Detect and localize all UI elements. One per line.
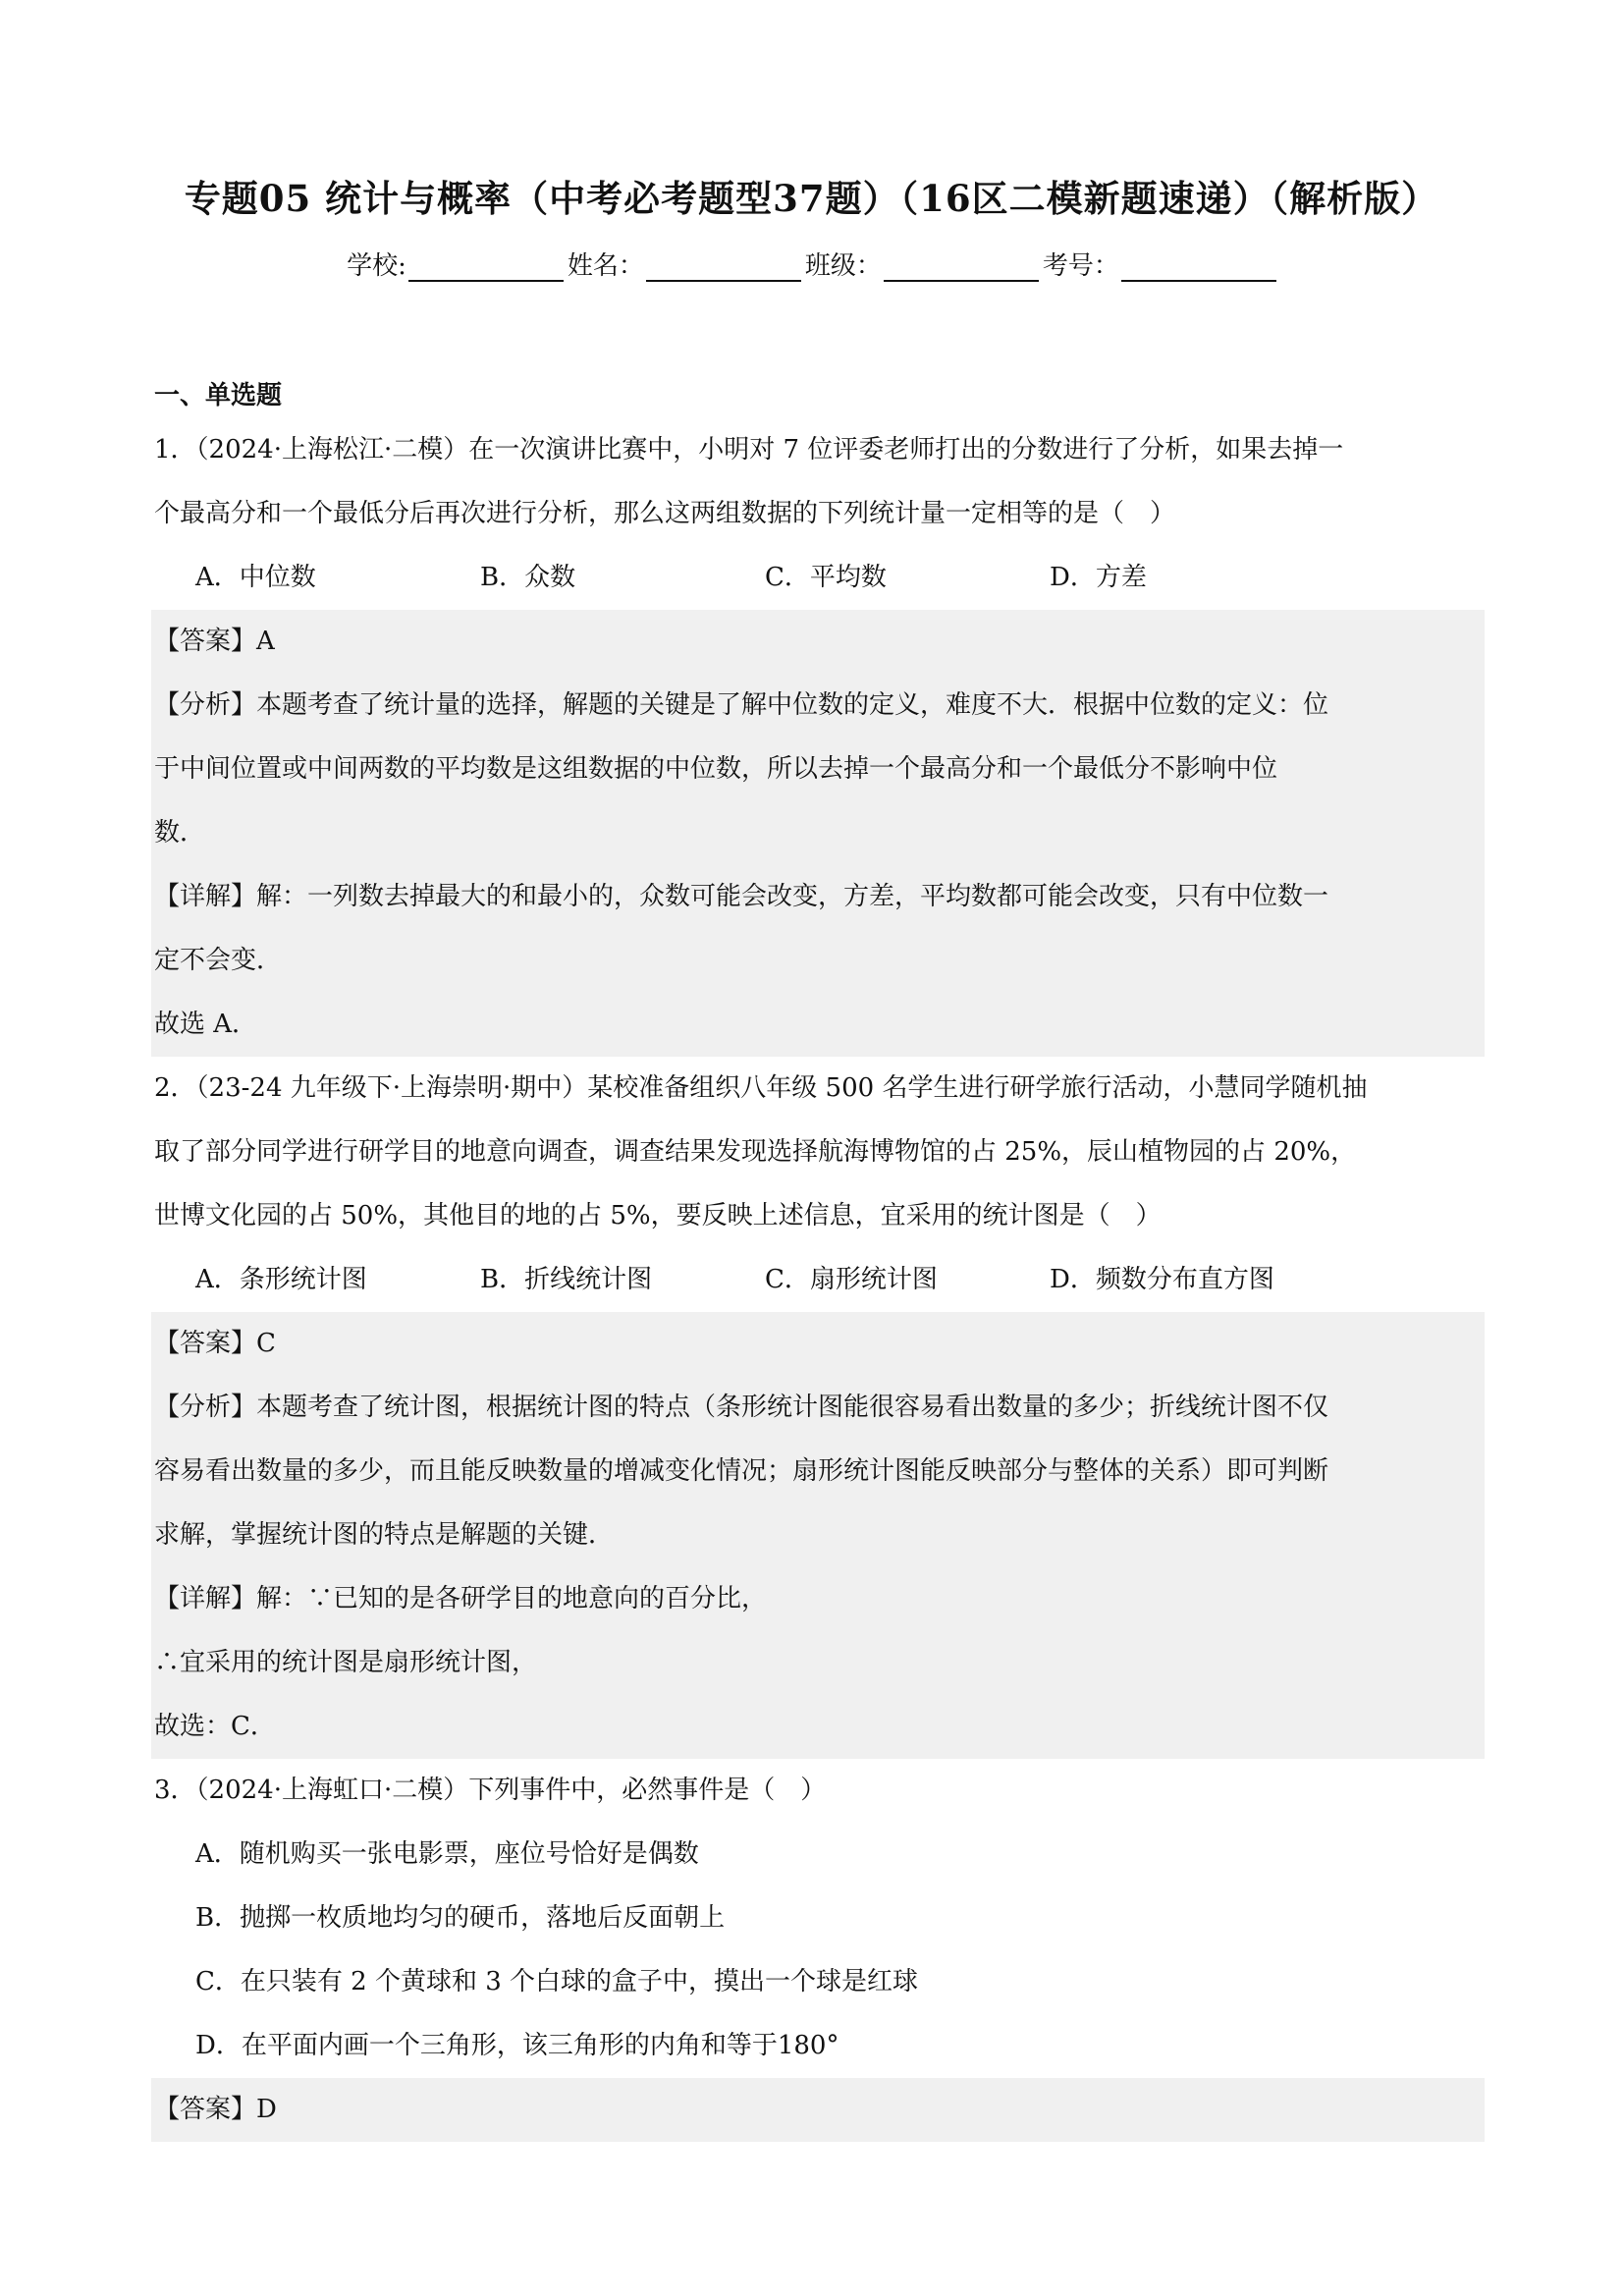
q1-line-1: 1．（2024·上海松江·二模）在一次演讲比赛中，小明对 7 位评委老师打出的分数进行了分析，如果去掉一 bbox=[154, 435, 1344, 465]
exam-number-blank[interactable] bbox=[1121, 252, 1276, 282]
q2-analysis-1: 【分析】本题考查了统计图，根据统计图的特点（条形统计图能很容易看出数量的多少；折线统计图不仅 bbox=[154, 1393, 1329, 1422]
class-label: 班级： bbox=[804, 251, 882, 281]
q3-option-c[interactable]: C．在只装有 2 个黄球和 3 个白球的盒子中，摸出一个球是红球 bbox=[195, 1967, 919, 1996]
section-heading: 一、单选题 bbox=[154, 381, 283, 410]
q2-option-c[interactable]: C．扇形统计图 bbox=[765, 1265, 938, 1294]
q1-detail-1: 【详解】解：一列数去掉最大的和最小的，众数可能会改变，方差，平均数都可能会改变，只有中位数一 bbox=[154, 882, 1329, 911]
name-label: 姓名： bbox=[567, 251, 644, 281]
q3-option-b[interactable]: B．抛掷一枚质地均匀的硬币，落地后反面朝上 bbox=[195, 1903, 726, 1933]
q2-detail-3: 故选：C． bbox=[154, 1712, 276, 1741]
q1-analysis-3: 数． bbox=[154, 818, 206, 847]
q2-analysis-3: 求解，掌握统计图的特点是解题的关键． bbox=[154, 1520, 615, 1550]
q1-options bbox=[154, 546, 1480, 610]
q2-options bbox=[154, 1248, 1480, 1312]
q1-detail-2: 定不会变． bbox=[154, 946, 283, 975]
q2-analysis-2: 容易看出数量的多少，而且能反映数量的增减变化情况；扇形统计图能反映部分与整体的关系）即可判断 bbox=[154, 1456, 1329, 1486]
q2-detail-1: 【详解】解：∵已知的是各研学目的地意向的百分比， bbox=[154, 1584, 768, 1613]
q1-option-c[interactable]: C．平均数 bbox=[765, 563, 887, 592]
school-label: 学校: bbox=[347, 251, 406, 281]
questions bbox=[154, 418, 1480, 2142]
name-field[interactable] bbox=[568, 246, 801, 282]
q1-line-2: 个最高分和一个最低分后再次进行分析，那么这两组数据的下列统计量一定相等的是（ ） bbox=[154, 499, 1176, 528]
q1-analysis-1: 【分析】本题考查了统计量的选择，解题的关键是了解中位数的定义，难度不大．根据中位数的定义：位 bbox=[154, 690, 1329, 720]
q3-answer: 【答案】D bbox=[154, 2095, 277, 2124]
q2-option-a[interactable]: A．条形统计图 bbox=[195, 1265, 367, 1294]
q2-line-3: 世博文化园的占 50%，其他目的地的占 5%，要反映上述信息，宜采用的统计图是（ ） bbox=[154, 1201, 1162, 1230]
exam-number-label: 考号： bbox=[1042, 251, 1119, 281]
q2-line-2: 取了部分同学进行研学目的地意向调查，调查结果发现选择航海博物馆的占 25%，辰山植物园的占 20%， bbox=[154, 1137, 1357, 1167]
student-info-fields bbox=[0, 246, 1623, 282]
q3-option-a[interactable]: A．随机购买一张电影票，座位号恰好是偶数 bbox=[195, 1839, 699, 1869]
page-title: 专题05 统计与概率（中考必考题型37题）（16区二模新题速递）（解析版） bbox=[184, 177, 1439, 220]
school-blank[interactable] bbox=[408, 252, 564, 282]
q1-answer: 【答案】A bbox=[154, 627, 275, 656]
q2-answer: 【答案】C bbox=[154, 1329, 276, 1358]
q3-solution bbox=[151, 2078, 1485, 2142]
q1-analysis-2: 于中间位置或中间两数的平均数是这组数据的中位数，所以去掉一个最高分和一个最低分不影响中位 bbox=[154, 754, 1278, 784]
class-blank[interactable] bbox=[884, 252, 1039, 282]
q1-detail-3: 故选 A． bbox=[154, 1010, 258, 1039]
q3-line-1: 3．（2024·上海虹口·二模）下列事件中，必然事件是（ ） bbox=[154, 1776, 827, 1805]
q2-detail-2: ∴宜采用的统计图是扇形统计图， bbox=[154, 1648, 538, 1677]
q1-option-a[interactable]: A．中位数 bbox=[195, 563, 316, 592]
school-field[interactable] bbox=[347, 246, 564, 282]
q2-line-1: 2．（23-24 九年级下·上海崇明·期中）某校准备组织八年级 500 名学生进行研学旅行活动，小慧同学随机抽 bbox=[154, 1073, 1368, 1103]
q3-option-d[interactable]: D．在平面内画一个三角形，该三角形的内角和等于180° bbox=[195, 2031, 839, 2060]
q2-option-b[interactable]: B．折线统计图 bbox=[480, 1265, 653, 1294]
q1-option-d[interactable]: D．方差 bbox=[1050, 563, 1147, 592]
exam-number-field[interactable] bbox=[1043, 246, 1276, 282]
q1-solution bbox=[151, 610, 1485, 1057]
q3-options bbox=[154, 1823, 1480, 2078]
q1-option-b[interactable]: B．众数 bbox=[480, 563, 576, 592]
name-blank[interactable] bbox=[646, 252, 801, 282]
q2-option-d[interactable]: D．频数分布直方图 bbox=[1050, 1265, 1274, 1294]
q2-solution bbox=[151, 1312, 1485, 1759]
class-field[interactable] bbox=[805, 246, 1039, 282]
